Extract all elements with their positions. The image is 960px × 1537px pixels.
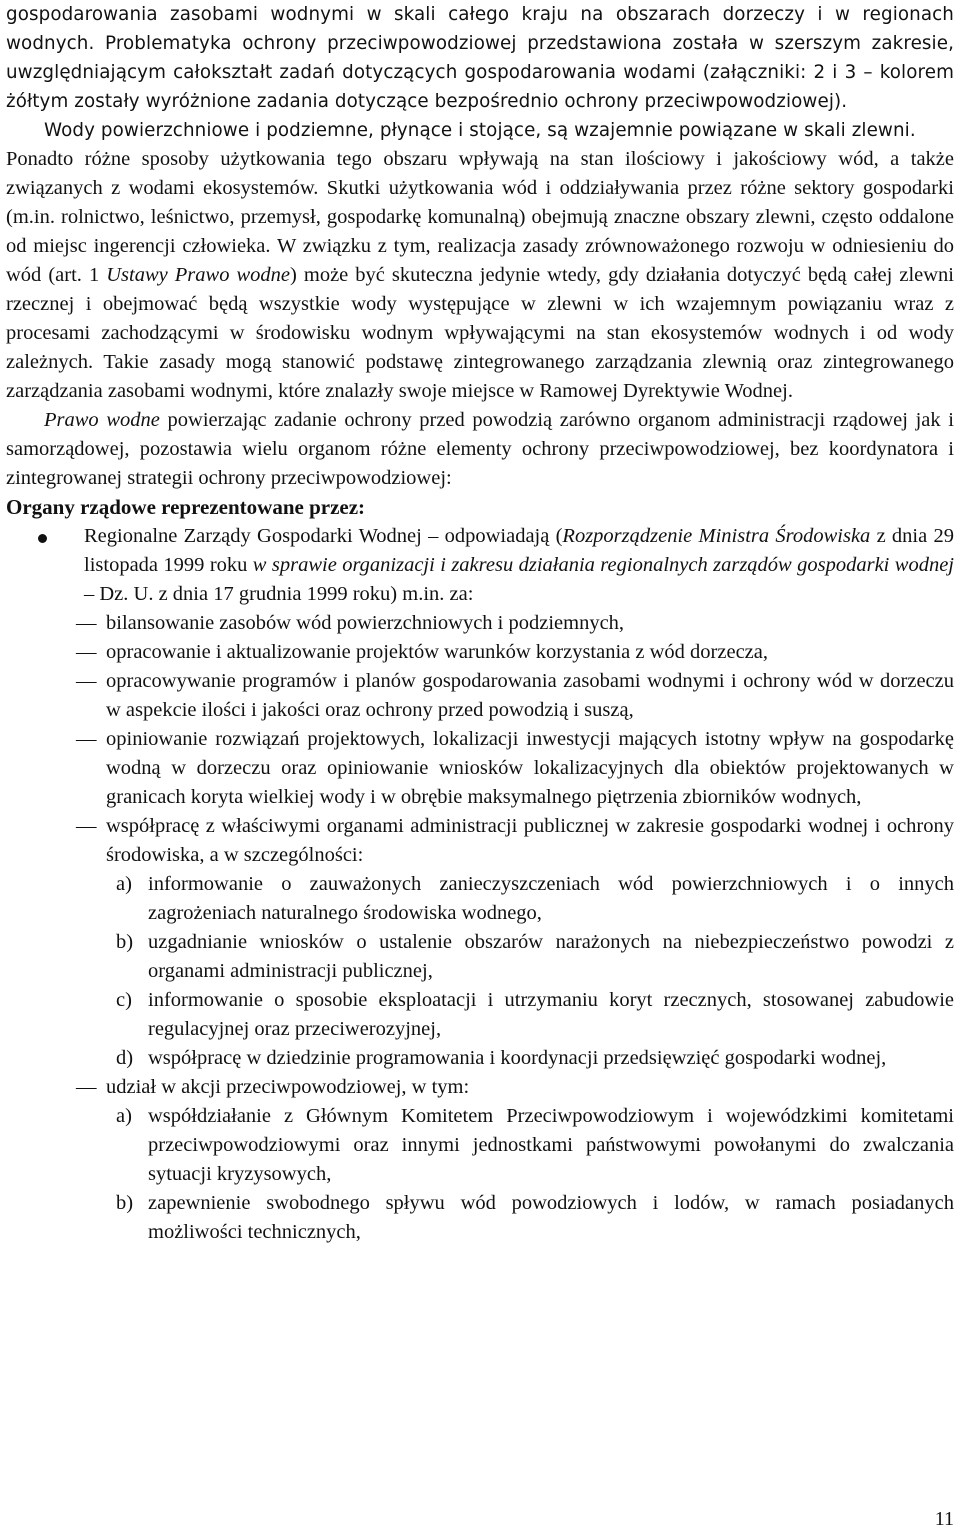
section-heading: Organy rządowe reprezentowane przez: xyxy=(6,495,366,519)
dash-icon: — xyxy=(76,1076,97,1098)
sublist-item-text: uzgadnianie wniosków o ustalenie obszarów narażonych na niebezpieczeństwo powodzi z organami administracji publicznej, xyxy=(148,931,954,982)
paragraph-usage-a: Ponadto różne sposoby użytkowania tego obszaru wpływają na stan ilościowy i jakościowy wód, a także związanych z wodami ekosystemów. Skutki użytkowania wód i oddziaływania przez różne sektory gospodarki (m.in. rolnictwo, leśnictwo, przemysł, gospodarkę komunalną) obejmują znaczne obszary zlewni, często oddalone od miejsc ingerencji człowieka. W związku z tym, realizacja zasady zrównoważonego rozwoju w odniesieniu do wód (art. 1 xyxy=(6,148,954,286)
dash-icon: — xyxy=(76,612,97,634)
bullet-icon xyxy=(38,534,47,543)
bullet-text-e: – Dz. U. z dnia 17 grudnia 1999 roku) m.in. za: xyxy=(84,583,474,605)
paragraph-water-law-rest: powierzając zadanie ochrony przed powodzią zarówno organom administracji rządowej jak i samorządowej, pozostawia wielu organom różne elementy ochrony przeciwpowodziowej, bez koordynatora i zintegrowanej strategii ochrony przeciwpowodziowej: xyxy=(6,409,954,489)
dash-icon: — xyxy=(76,670,97,692)
list-item-text: opracowanie i aktualizowanie projektów warunków korzystania z wód dorzecza, xyxy=(106,641,768,663)
list-item-text: opracowywanie programów i planów gospodarowania zasobami wodnymi i ochrony wód w dorzeczu w aspekcie ilości i jakości oraz ochrony przed powodzią i suszą, xyxy=(106,670,954,721)
flood-action-sublist xyxy=(6,1102,954,1247)
paragraph-water-law-title: Prawo wodne xyxy=(44,409,160,431)
list-item xyxy=(6,667,954,725)
sublist-mark: a) xyxy=(116,1105,132,1127)
flood-action-list xyxy=(6,1073,954,1102)
dash-icon: — xyxy=(76,641,97,663)
bullet-text-regulation: Rozporządzenie Ministra Środowiska xyxy=(562,525,871,547)
list-item xyxy=(6,1073,954,1102)
sublist-item xyxy=(6,986,954,1044)
dash-icon: — xyxy=(76,728,97,750)
paragraph-usage-b: ) może być skuteczna jedynie wtedy, gdy działania dotyczyć będą całej zlewni rzecznej i obejmować będą wszystkie wody występujące w zlewni w ich wzajemnym powiązaniu wraz z procesami zachodzącymi w środowisku wodnym wpływającymi na stan ekosystemów wodnych i od wody zależnych. Takie zasady mogą stanowić podstawę zintegrowanego zarządzania zlewnią oraz zintegrowanego zarządzania zasobami wodnymi, które znalazły swoje miejsce w Ramowej Dyrektywie Wodnej. xyxy=(6,264,955,402)
paragraph-water-law xyxy=(6,406,954,493)
list-item-text: bilansowanie zasobów wód powierzchniowych i podziemnych, xyxy=(106,612,625,634)
sublist-mark: b) xyxy=(116,1192,134,1214)
bullet-text-a: Regionalne Zarządy Gospodarki Wodnej – odpowiadają ( xyxy=(84,525,563,547)
list-item xyxy=(6,812,954,870)
page-number: 11 xyxy=(934,1508,954,1530)
bullet-item-rzgw xyxy=(6,522,954,609)
sublist-item xyxy=(6,1189,954,1247)
bullet-text-title: w sprawie organizacji i zakresu działania regionalnych zarządów gospodarki wodnej xyxy=(252,554,954,576)
list-item-text: współpracę z właściwymi organami administracji publicznej w zakresie gospodarki wodnej i ochrony środowiska, a w szczególności: xyxy=(106,815,954,866)
paragraph-usage xyxy=(6,145,954,406)
sublist-item xyxy=(6,870,954,928)
sublist-item xyxy=(6,1044,954,1073)
paragraph-usage-law: Ustawy Prawo wodne xyxy=(106,264,291,286)
sublist-item-text: informowanie o zauważonych zanieczyszczeniach wód powierzchniowych i o innych zagrożeniach naturalnego środowiska wodnego, xyxy=(148,873,954,924)
paragraph-intro: gospodarowania zasobami wodnymi w skali całego kraju na obszarach dorzeczy i w regionach wodnych. Problematyka ochrony przeciwpowodziowej przedstawiona została w szerszym zakresie, uwzględniającym całokształt zadań dotyczących gospodarowania wodami (załączniki: 2 i 3 – kolorem żółtym zostały wyróżnione zadania dotyczące bezpośrednio ochrony przeciwpowodziowej). xyxy=(6,4,954,112)
sublist-item-text: zapewnienie swobodnego spływu wód powodziowych i lodów, w ramach posiadanych możliwości technicznych, xyxy=(148,1192,954,1243)
sublist-mark: a) xyxy=(116,873,132,895)
duties-list xyxy=(6,609,954,870)
list-item xyxy=(6,638,954,667)
paragraph-waters: Wody powierzchniowe i podziemne, płynące i stojące, są wzajemnie powiązane w skali zlewni. xyxy=(44,120,916,141)
sublist-item-text: współpracę w dziedzinie programowania i koordynacji przedsięwzięć gospodarki wodnej, xyxy=(148,1047,887,1069)
bullet-text-c: z dnia 29 listopada 1999 roku xyxy=(84,525,954,576)
sublist-mark: d) xyxy=(116,1047,134,1069)
sublist-mark: b) xyxy=(116,931,134,953)
list-item xyxy=(6,725,954,812)
list-item-text: opiniowanie rozwiązań projektowych, lokalizacji inwestycji mających istotny wpływ na gospodarkę wodną w dorzeczu oraz opiniowanie wniosków lokalizacyjnych dla obiektów projektowanych w granicach koryta wielkiej wody i w obrębie maksymalnego piętrzenia zbiorników wodnych, xyxy=(106,728,954,808)
sublist-mark: c) xyxy=(116,989,132,1011)
sublist-item-text: informowanie o sposobie eksploatacji i utrzymaniu koryt rzecznych, stosowanej zabudowie regulacyjnej oraz przeciwerozyjnej, xyxy=(148,989,954,1040)
list-item xyxy=(6,609,954,638)
dash-icon: — xyxy=(76,815,97,837)
sublist-item xyxy=(6,1102,954,1189)
cooperation-sublist xyxy=(6,870,954,1073)
sublist-item-text: współdziałanie z Głównym Komitetem Przeciwpowodziowym i wojewódzkimi komitetami przeciwpowodziowymi oraz innymi jednostkami państwowymi powołanymi do zwalczania sytuacji kryzysowych, xyxy=(148,1105,954,1185)
sublist-item xyxy=(6,928,954,986)
list-item-text: udział w akcji przeciwpowodziowej, w tym: xyxy=(106,1076,470,1098)
